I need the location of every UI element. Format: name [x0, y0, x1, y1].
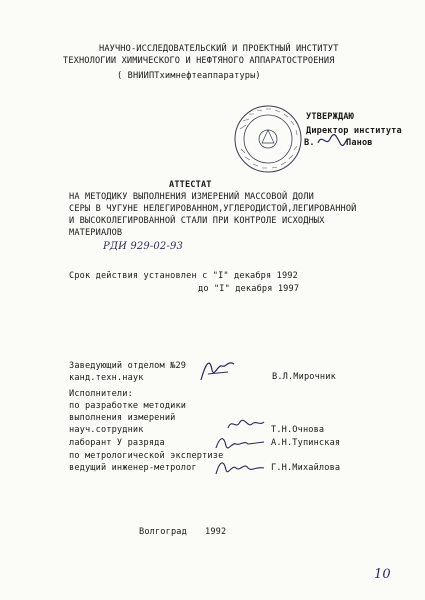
document-title: АТТЕСТАТ	[169, 180, 212, 190]
performers-title: Исполнители:	[69, 389, 133, 399]
head-name: В.Л.Мирочник	[272, 372, 336, 382]
footer-city: Волгоград	[139, 527, 187, 537]
performers-line-1: по разработке методики	[69, 401, 187, 411]
performers-line-2: выполнения измерений	[69, 413, 176, 423]
approval-position: Директор института	[306, 126, 402, 136]
director-signature	[316, 131, 350, 149]
institute-abbreviation: ( ВНИИПТхимнефтеаппаратуры)	[117, 71, 261, 81]
institute-seal	[232, 103, 304, 175]
footer-year: 1992	[205, 527, 227, 537]
approval-name-surname: Панов	[346, 138, 373, 148]
researcher-signature	[226, 414, 266, 434]
approval-title: УТВЕРЖДАЮ	[306, 112, 354, 122]
lab-position: лаборант У разряда	[69, 438, 165, 448]
page-number: 10	[374, 567, 391, 582]
approval-name-initials: В.	[304, 138, 315, 148]
validity-start: Срок действия установлен с "I" декабря 1992	[69, 271, 298, 281]
document-subtitle-line-2: СЕРЫ В ЧУГУНЕ НЕЛЕГИРОВАННОМ,УГЛЕРОДИСТОЙ,ЛЕГИРОВАННОЙ	[69, 204, 357, 214]
document-code: РДИ 929-02-93	[103, 241, 184, 252]
researcher-position: науч.сотрудник	[69, 425, 144, 435]
institute-name-line-2: ТЕХНОЛОГИИ ХИМИЧЕСКОГО И НЕФТЯНОГО АППАРАТОСТРОЕНИЯ	[63, 56, 335, 66]
metrologist-name: Г.Н.Михайлова	[271, 463, 341, 473]
institute-name-line-1: НАУЧНО-ИССЛЕДОВАТЕЛЬСКИЙ И ПРОЕКТНЫЙ ИНСТИТУТ	[99, 44, 339, 54]
document-subtitle-line-4: МАТЕРИАЛОВ	[69, 228, 123, 238]
researcher-name: Т.Н.Очнова	[271, 425, 325, 435]
validity-end: до "I" декабря 1997	[198, 284, 300, 294]
lab-name: А.Н.Тупинская	[271, 438, 341, 448]
document-subtitle-line-1: НА МЕТОДИКУ ВЫПОЛНЕНИЯ ИЗМЕРЕНИЙ МАССОВОЙ ДОЛИ	[69, 192, 314, 202]
expertise-line: по метрологической экспертизе	[69, 451, 224, 461]
head-signature	[198, 356, 238, 384]
document-subtitle-line-3: И ВЫСОКОЛЕГИРОВАННОЙ СТАЛИ ПРИ КОНТРОЛЕ ИСХОДНЫХ	[69, 216, 325, 226]
head-position-line-1: Заведующий отделом №29	[69, 361, 187, 371]
head-position-line-2: канд.техн.наук	[69, 373, 144, 383]
metrologist-position: ведущий инженер-метролог	[69, 463, 197, 473]
metrologist-signature	[212, 456, 268, 478]
